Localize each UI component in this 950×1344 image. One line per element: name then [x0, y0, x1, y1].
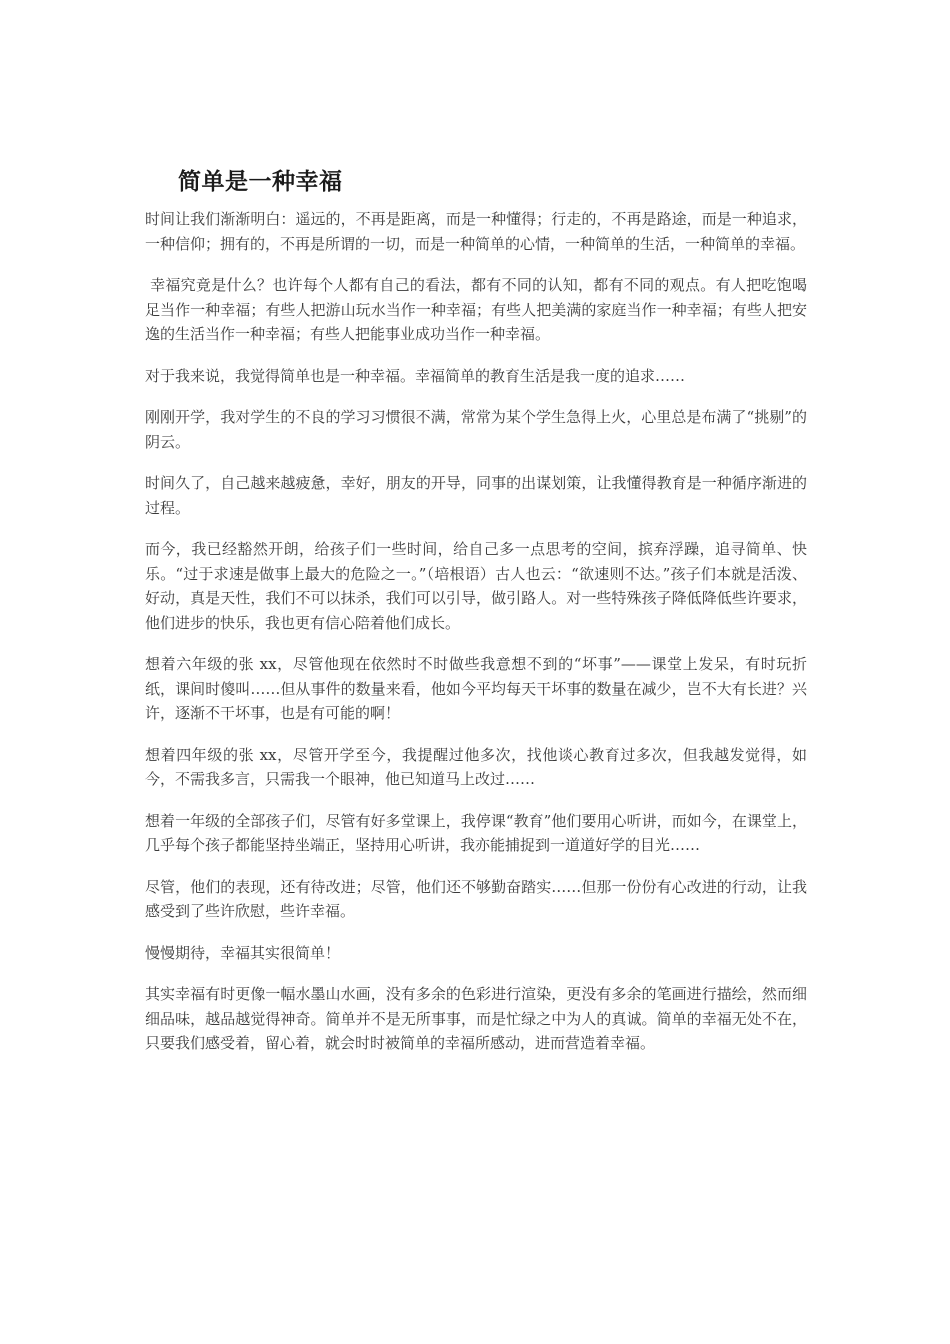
paragraph: 时间让我们渐渐明白：遥远的，不再是距离，而是一种懂得；行走的，不再是路途，而是一种追求，一种信仰；拥有的，不再是所谓的一切，而是一种简单的心情，一种简单的生活，一种简单的幸福。	[145, 210, 807, 253]
paragraph: 时间久了，自己越来越疲惫，幸好，朋友的开导，同事的出谋划策，让我懂得教育是一种循序渐进的过程。	[145, 474, 807, 517]
paragraph: 想着一年级的全部孩子们，尽管有好多堂课上，我停课“教育”他们要用心听讲，而如今，在课堂上，几乎每个孩子都能坚持坐端正，坚持用心听讲，我亦能捕捉到一道道好学的目光……	[145, 811, 807, 854]
paragraph: 尽管，他们的表现，还有待改进；尽管，他们还不够勤奋踏实……但那一份份有心改进的行动，让我感受到了些许欣慰，些许幸福。	[145, 877, 807, 920]
paragraph: 想着四年级的张 xx，尽管开学至今，我提醒过他多次，找他谈心教育过多次，但我越发觉得，如今，不需我多言，只需我一个眼神，他已知道马上改过……	[145, 745, 807, 788]
paragraph: 其实幸福有时更像一幅水墨山水画，没有多余的色彩进行渲染，更没有多余的笔画进行描绘，然而细细品味，越品越觉得神奇。简单并不是无所事事，而是忙绿之中为人的真诚。简单的幸福无处不在，只要我们感受着，留心着，就会时时被简单的幸福所感动，进而营造着幸福。	[145, 985, 807, 1052]
paragraph: 想着六年级的张 xx，尽管他现在依然时不时做些我意想不到的“坏事”——课堂上发呆，有时玩折纸，课间时傻叫……但从事件的数量来看，他如今平均每天干坏事的数量在减少，岂不大有长进？兴许，逐渐不干坏事，也是有可能的啊！	[145, 655, 807, 722]
document-title: 简单是一种幸福	[178, 169, 343, 195]
document-body	[145, 207, 807, 1073]
paragraph: 刚刚开学，我对学生的不良的学习习惯很不满，常常为某个学生急得上火，心里总是布满了“挑剔”的阴云。	[145, 408, 807, 451]
paragraph: 对于我来说，我觉得简单也是一种幸福。幸福简单的教育生活是我一度的追求……	[145, 366, 686, 385]
paragraph: 幸福究竟是什么？也许每个人都有自己的看法，都有不同的认知，都有不同的观点。有人把吃饱喝足当作一种幸福；有些人把游山玩水当作一种幸福；有些人把美满的家庭当作一种幸福；有些人把安逸的生活当作一种幸福；有些人把能事业成功当作一种幸福。	[145, 276, 807, 343]
paragraph: 慢慢期待，幸福其实很简单！	[145, 943, 341, 962]
paragraph: 而今，我已经豁然开朗，给孩子们一些时间，给自己多一点思考的空间，摈弃浮躁，追寻简单、快乐。“过于求速是做事上最大的危险之一。”（培根语）古人也云：“欲速则不达。”孩子们本就是活泼、好动，真是天性，我们不可以抹杀，我们可以引导，做引路人。对一些特殊孩子降低降低些许要求，他们进步的快乐，我也更有信心陪着他们成长。	[145, 540, 807, 632]
